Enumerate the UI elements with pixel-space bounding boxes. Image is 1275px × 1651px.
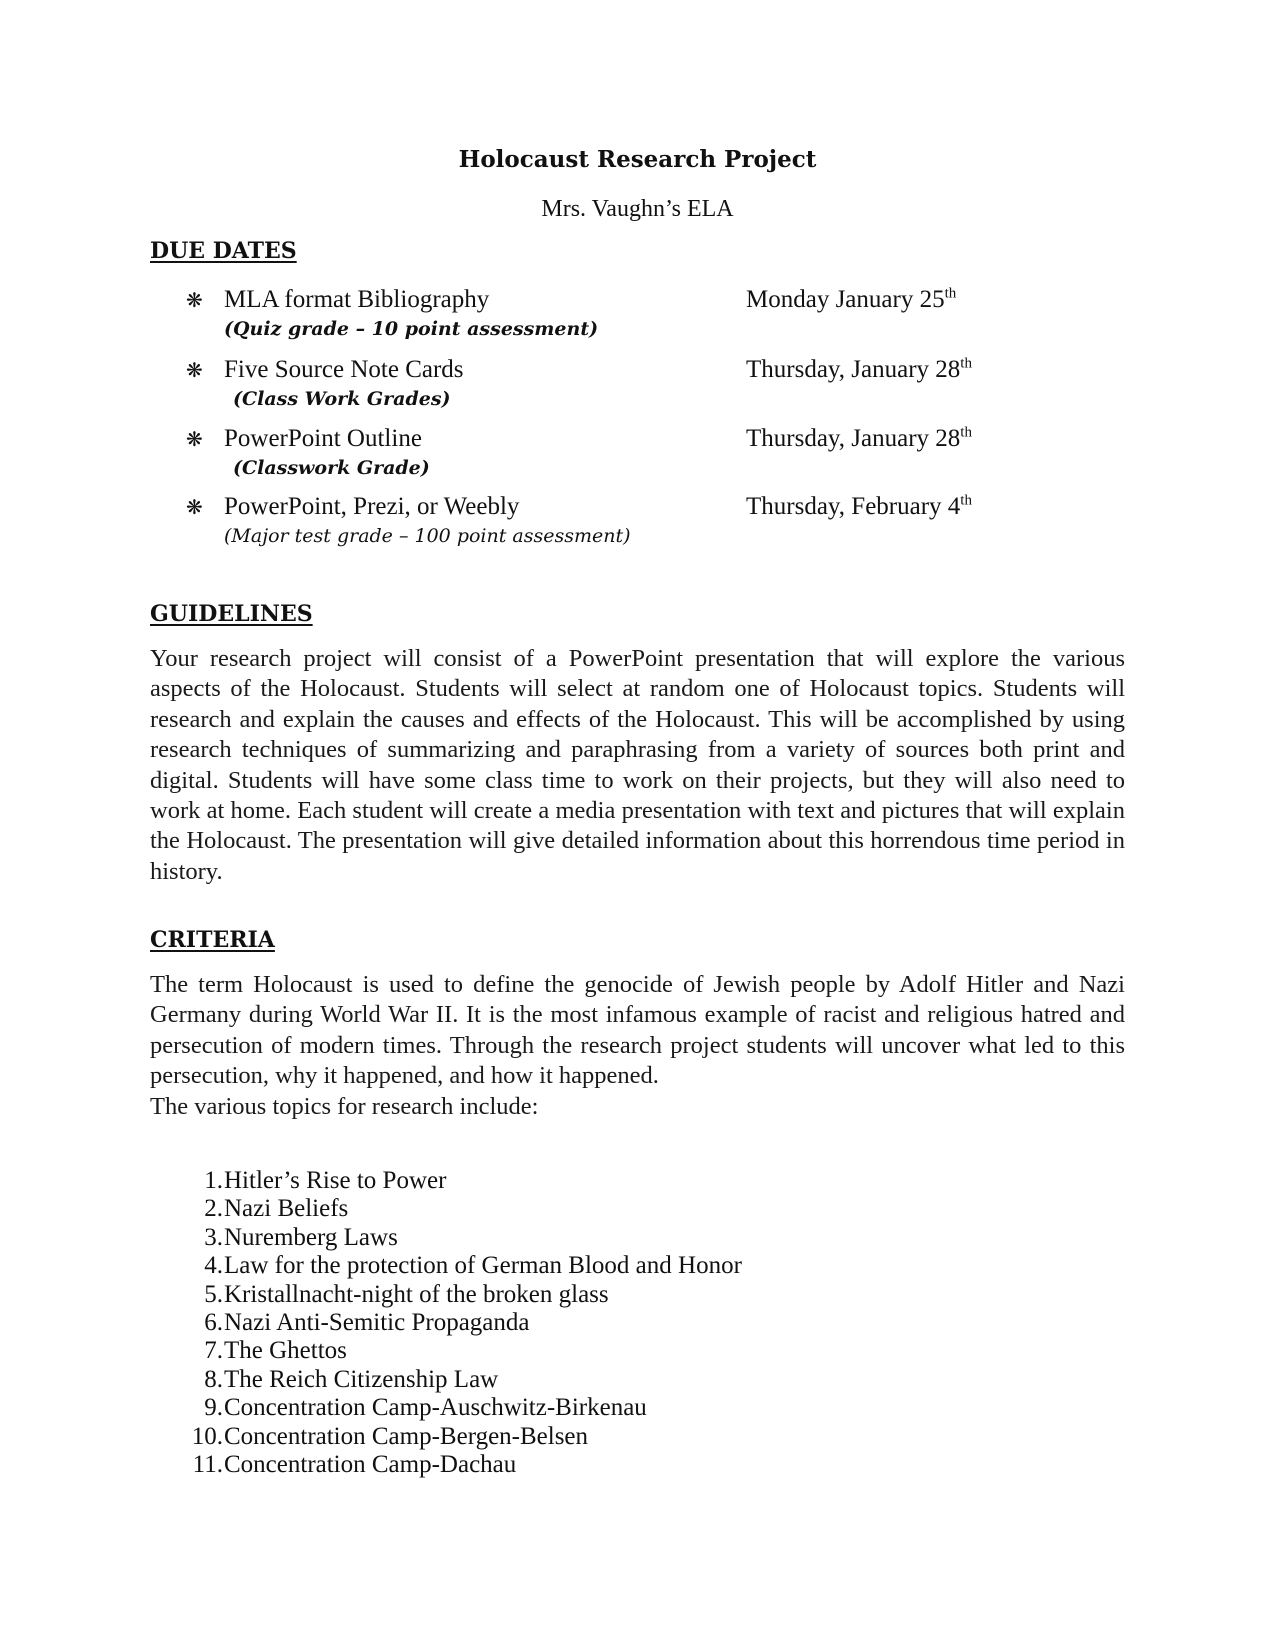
list-item-text: Nazi Beliefs xyxy=(224,1195,349,1223)
criteria-heading: CRITERIA xyxy=(150,927,275,953)
list-item-text: Nuremberg Laws xyxy=(224,1223,398,1251)
due-item-note: (Major test grade – 100 point assessment) xyxy=(224,525,631,547)
due-item-note: (Classwork Grade) xyxy=(233,457,430,479)
due-item-label: PowerPoint, Prezi, or Weebly xyxy=(224,493,520,520)
list-item-number: 1. xyxy=(204,1167,223,1194)
list-item-text: Hitler’s Rise to Power xyxy=(224,1167,447,1194)
due-item-outline xyxy=(186,425,1086,485)
due-item-label: Five Source Note Cards xyxy=(224,356,464,383)
snowflake-asterisk-icon: ❋ xyxy=(186,427,203,451)
due-item-label: MLA format Bibliography xyxy=(224,286,490,313)
list-item-text: The Reich Citizenship Law xyxy=(224,1365,499,1393)
list-item-number: 9. xyxy=(204,1394,223,1422)
due-item-note: (Class Work Grades) xyxy=(233,388,451,410)
topics-intro: The various topics for research include: xyxy=(150,1093,539,1120)
due-item-presentation xyxy=(186,493,1086,553)
list-item-text: The Ghettos xyxy=(224,1337,347,1365)
document-title: Holocaust Research Project xyxy=(458,146,817,173)
list-item-text: Concentration Camp-Auschwitz-Birkenau xyxy=(224,1394,647,1422)
list-item-text: Concentration Camp-Bergen-Belsen xyxy=(224,1422,589,1450)
list-item-text: Law for the protection of German Blood and Honor xyxy=(224,1252,742,1280)
document-subtitle: Mrs. Vaughn’s ELA xyxy=(541,196,734,222)
due-item-note-cards xyxy=(186,356,1086,416)
list-item-text: Nazi Anti-Semitic Propaganda xyxy=(224,1308,530,1336)
list-item-number: 7. xyxy=(204,1337,223,1365)
snowflake-asterisk-icon: ❋ xyxy=(186,495,203,519)
snowflake-asterisk-icon: ❋ xyxy=(186,358,203,382)
due-item-bibliography xyxy=(186,286,1086,346)
guidelines-paragraph: Your research project will consist of a PowerPoint presentation that will explore the various aspects of the Holocaust. Students will select at random one of Holocaust topics. Students will research and explain the causes and effects of the Holocaust. This will be accomplished by using research techniques of summarizing and paraphrasing from a variety of sources both print and digital. Students will have some class time to work on their projects, but they will also need to work at home. Each student will create a media presentation with text and pictures that will explain the Holocaust. The presentation will give detailed information about this horrendous time period in history. xyxy=(150,645,1125,885)
due-item-label: PowerPoint Outline xyxy=(224,425,422,452)
list-item-text: Concentration Camp-Dachau xyxy=(224,1450,517,1478)
criteria-paragraph: The term Holocaust is used to define the genocide of Jewish people by Adolf Hitler and Nazi Germany during World War II. It is the most infamous example of racist and religious hatred and persecution of modern times. Through the research project students will uncover what led to this persecution, why it happened, and how it happened. xyxy=(150,971,1125,1090)
due-item-date: Monday January 25th xyxy=(746,285,957,313)
list-item-number: 6. xyxy=(204,1308,223,1336)
list-item-text: Kristallnacht-night of the broken glass xyxy=(224,1280,609,1308)
list-item-number: 4. xyxy=(204,1252,223,1280)
due-item-date: Thursday, January 28th xyxy=(746,355,972,383)
list-item-number: 11. xyxy=(192,1450,223,1478)
list-item-number: 3. xyxy=(204,1223,223,1251)
due-item-date: Thursday, January 28th xyxy=(746,424,972,452)
due-item-date: Thursday, February 4th xyxy=(746,492,972,520)
guidelines-heading: GUIDELINES xyxy=(150,601,313,627)
list-item-number: 8. xyxy=(204,1365,223,1393)
list-item-number: 2. xyxy=(204,1195,223,1223)
due-dates-heading: DUE DATES xyxy=(150,238,297,264)
list-item-number: 5. xyxy=(204,1280,223,1308)
list-item-number: 10. xyxy=(191,1422,223,1450)
due-item-note: (Quiz grade – 10 point assessment) xyxy=(224,318,599,340)
snowflake-asterisk-icon: ❋ xyxy=(186,288,203,312)
